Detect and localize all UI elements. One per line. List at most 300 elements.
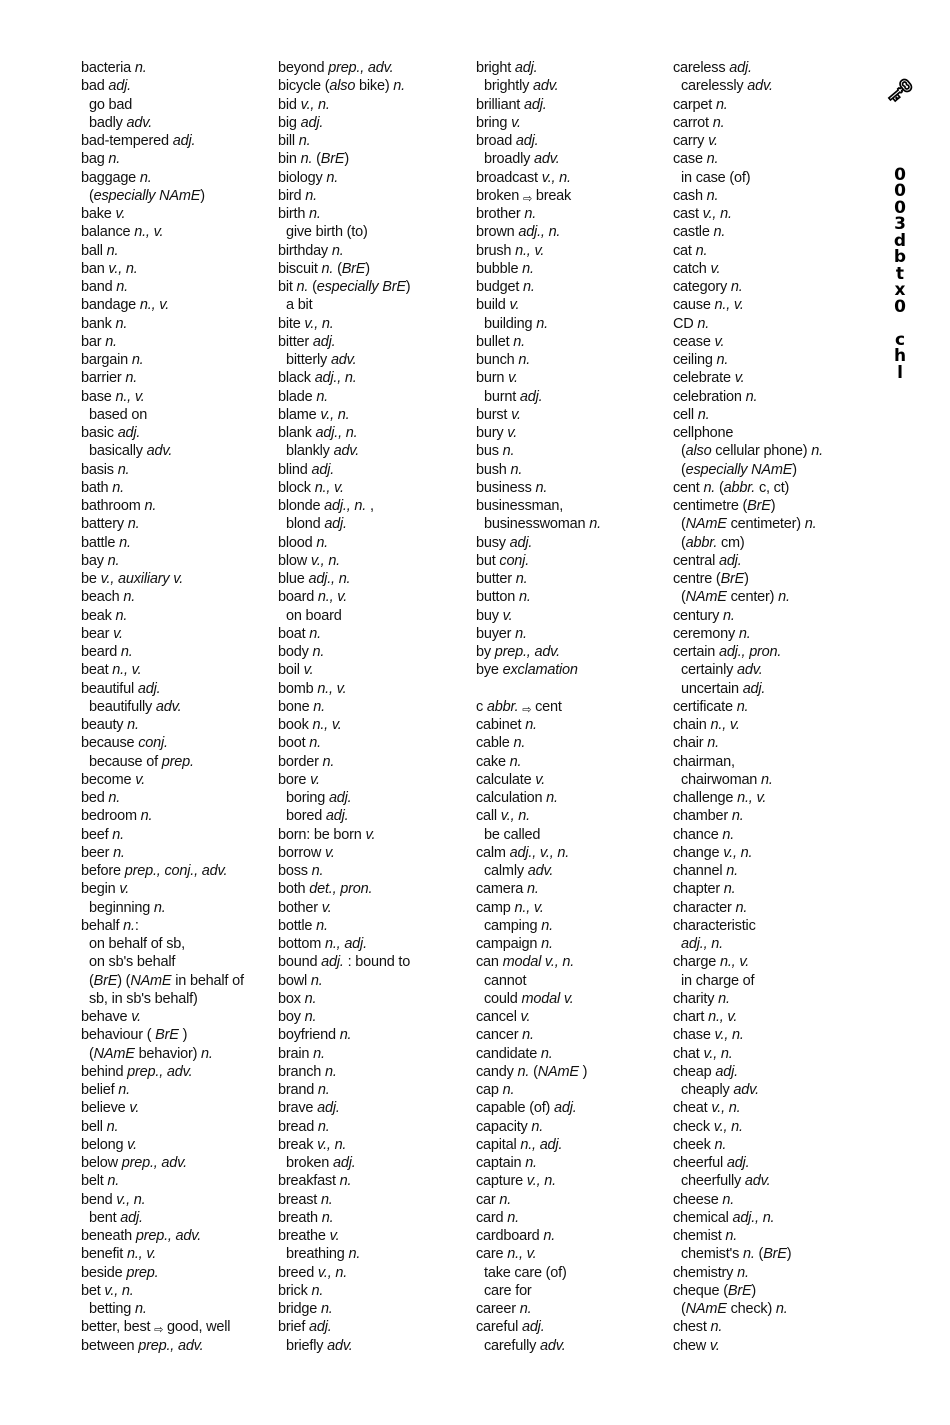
- dictionary-entry: (NAmE check) n.: [681, 1301, 788, 1317]
- dictionary-entry: a bit: [286, 297, 313, 314]
- dictionary-entry: channel n.: [673, 863, 738, 879]
- dictionary-entry: branch n.: [278, 1063, 337, 1080]
- dictionary-entry: briefly adv.: [286, 1337, 353, 1354]
- dictionary-entry: breath n.: [278, 1209, 334, 1226]
- dictionary-entry: brown adj., n.: [476, 224, 561, 241]
- dictionary-entry: benefit n., v.: [81, 1246, 157, 1263]
- dictionary-entry: car n.: [476, 1191, 512, 1208]
- dictionary-entry: chapter n.: [673, 881, 736, 898]
- thumb-index-letter: b: [893, 247, 907, 267]
- dictionary-entry: calm adj., v., n.: [476, 844, 570, 861]
- dictionary-entry: carelessly adv.: [681, 78, 773, 95]
- dictionary-entry: carefully adv.: [484, 1337, 566, 1354]
- dictionary-entry: adj., n.: [681, 936, 723, 952]
- dictionary-entry: certain adj., pron.: [673, 644, 782, 660]
- dictionary-entry: block n., v.: [278, 479, 344, 496]
- dictionary-entry: businessman,: [476, 498, 564, 514]
- dictionary-entry: basic adj.: [81, 425, 141, 441]
- cross-reference-arrow-icon: ⇨: [522, 703, 532, 716]
- dictionary-entry: beef n.: [81, 826, 124, 843]
- dictionary-entry: broken ⇨ break: [476, 187, 666, 205]
- thumb-index-letter: 0: [894, 296, 906, 317]
- dictionary-entry: cheat v., n.: [673, 1100, 741, 1117]
- dictionary-entry: boil v.: [278, 662, 314, 679]
- thumb-index-letter: l: [897, 362, 903, 383]
- dictionary-entry: bomb n., v.: [278, 680, 347, 697]
- dictionary-entry: chart n., v.: [673, 1009, 738, 1025]
- dictionary-entry: on behalf of sb,: [89, 936, 185, 952]
- dictionary-entry: bandage n., v.: [81, 297, 170, 314]
- dictionary-entry: boat n.: [278, 625, 321, 642]
- dictionary-entry: on board: [286, 607, 342, 624]
- dictionary-entry: bid v., n.: [278, 96, 330, 113]
- dictionary-entry: bridge n.: [278, 1301, 333, 1317]
- dictionary-entry: baggage n.: [81, 169, 152, 186]
- dictionary-entry: chemistry n.: [673, 1264, 749, 1281]
- dictionary-entry: catch v.: [673, 260, 721, 277]
- dictionary-entry: bend v., n.: [81, 1191, 146, 1208]
- dictionary-entry: barrier n.: [81, 370, 138, 387]
- dictionary-entry: centre (BrE): [673, 571, 749, 587]
- dictionary-entry: bad adj.: [81, 78, 132, 95]
- dictionary-entry: take care (of): [484, 1264, 567, 1281]
- dictionary-entry: bus n.: [476, 443, 515, 460]
- dictionary-entry: breast n.: [278, 1191, 333, 1208]
- dictionary-entry: certainly adv.: [681, 662, 763, 679]
- dictionary-entry: bubble n.: [476, 260, 534, 277]
- dictionary-entry: cat n.: [673, 242, 708, 259]
- dictionary-entry: cable n.: [476, 735, 526, 752]
- dictionary-entry: believe v.: [81, 1100, 140, 1117]
- word-column-1: [81, 59, 271, 1355]
- dictionary-entry: breed v., n.: [278, 1264, 348, 1281]
- dictionary-entry: category n.: [673, 279, 743, 295]
- dictionary-entry: cheap adj.: [673, 1063, 738, 1080]
- dictionary-entry: cell n.: [673, 406, 710, 423]
- dictionary-entry: ceremony n.: [673, 625, 751, 642]
- dictionary-entry: brightly adv.: [484, 78, 559, 95]
- dictionary-entry: board n., v.: [278, 589, 348, 606]
- thumb-index-tab: [886, 79, 914, 383]
- dictionary-entry: calculation n.: [476, 790, 558, 806]
- dictionary-entry: charge n., v.: [673, 954, 750, 971]
- dictionary-entry: (especially NAmE): [681, 461, 797, 478]
- dictionary-entry: both det., pron.: [278, 881, 373, 898]
- dictionary-entry: born: be born v.: [278, 826, 376, 843]
- dictionary-entry: black adj., n.: [278, 370, 357, 387]
- dictionary-entry: badly adv.: [89, 114, 153, 131]
- dictionary-entry: bay n.: [81, 552, 120, 569]
- dictionary-entry: brother n.: [476, 206, 537, 222]
- dictionary-entry: behaviour ( BrE ): [81, 1027, 188, 1044]
- dictionary-entry: burnt adj.: [484, 388, 543, 405]
- dictionary-entry: breathe v.: [278, 1228, 340, 1244]
- dictionary-entry: because conj.: [81, 735, 168, 752]
- dictionary-entry: broadly adv.: [484, 151, 560, 168]
- dictionary-entry: breakfast n.: [278, 1173, 352, 1190]
- dictionary-entry: button n.: [476, 589, 531, 606]
- dictionary-entry: betting n.: [89, 1301, 147, 1317]
- dictionary-entry: battle n.: [81, 534, 131, 551]
- dictionary-entry: bye exclamation: [476, 662, 578, 679]
- dictionary-entry: bathroom n.: [81, 498, 157, 514]
- dictionary-entry: ball n.: [81, 242, 119, 259]
- dictionary-entry: bicycle (also bike) n.: [278, 78, 405, 95]
- dictionary-entry: blankly adv.: [286, 443, 360, 460]
- thumb-index-letter: 3: [894, 214, 906, 234]
- dictionary-entry: ban v., n.: [81, 260, 138, 277]
- dictionary-entry: cabinet n.: [476, 717, 537, 733]
- dictionary-entry: blind adj.: [278, 461, 335, 478]
- dictionary-entry: become v.: [81, 771, 146, 788]
- dictionary-entry: blow v., n.: [278, 552, 341, 569]
- dictionary-entry: chance n.: [673, 826, 735, 843]
- dictionary-entry: capital n., adj.: [476, 1136, 563, 1153]
- dictionary-entry: bullet n.: [476, 333, 525, 350]
- dictionary-entry: basically adv.: [89, 443, 173, 460]
- dictionary-entry: broad adj.: [476, 133, 539, 149]
- dictionary-entry: book n., v.: [278, 717, 342, 733]
- dictionary-entry: brave adj.: [278, 1100, 340, 1117]
- dictionary-entry: better, best ⇨ good, well: [81, 1318, 271, 1336]
- dictionary-entry: borrow v.: [278, 844, 335, 861]
- dictionary-entry: cellphone: [673, 425, 734, 441]
- dictionary-entry: bear v.: [81, 625, 123, 642]
- dictionary-entry: cheerful adj.: [673, 1155, 750, 1171]
- thumb-index-letter: h: [893, 346, 907, 366]
- dictionary-entry: careless adj.: [673, 60, 752, 76]
- dictionary-entry: (abbr. cm): [681, 534, 745, 551]
- dictionary-entry: cash n.: [673, 187, 719, 204]
- dictionary-entry: cannot: [484, 972, 527, 989]
- dictionary-entry: but conj.: [476, 552, 530, 569]
- thumb-index-letter: t: [895, 263, 905, 284]
- dictionary-entry: behave v.: [81, 1009, 142, 1025]
- dictionary-entry: birthday n.: [278, 242, 344, 259]
- dictionary-entry: bargain n.: [81, 352, 144, 368]
- dictionary-entry: cause n., v.: [673, 297, 744, 314]
- dictionary-entry: bore v.: [278, 771, 320, 788]
- dictionary-entry: cent n. (abbr. c, ct): [673, 479, 790, 496]
- dictionary-entry: bird n.: [278, 187, 317, 204]
- dictionary-entry: butter n.: [476, 571, 528, 587]
- dictionary-entry: calmly adv.: [484, 863, 554, 879]
- dictionary-entry: (NAmE centimeter) n.: [681, 516, 817, 533]
- dictionary-entry: bet v., n.: [81, 1282, 134, 1299]
- dictionary-entry: century n.: [673, 607, 735, 624]
- dictionary-entry: bunch n.: [476, 352, 531, 368]
- dictionary-entry: balance n., v.: [81, 224, 164, 241]
- dictionary-entry: (BrE) (NAmE in behalf of: [89, 972, 244, 989]
- dictionary-entry: beach n.: [81, 589, 136, 606]
- dictionary-entry: beside prep.: [81, 1264, 159, 1281]
- dictionary-entry: below prep., adv.: [81, 1155, 187, 1171]
- dictionary-entry: beak n.: [81, 607, 128, 624]
- dictionary-entry: cancel v.: [476, 1009, 531, 1025]
- dictionary-entry: could modal v.: [484, 990, 574, 1007]
- dictionary-entry: bright adj.: [476, 60, 538, 76]
- dictionary-entry: bit n. (especially BrE): [278, 279, 411, 295]
- dictionary-entry: bitter adj.: [278, 333, 336, 350]
- dictionary-entry: budget n.: [476, 279, 535, 295]
- dictionary-entry: boyfriend n.: [278, 1027, 352, 1044]
- dictionary-entry: break v., n.: [278, 1136, 347, 1153]
- dictionary-entry: cake n.: [476, 753, 522, 770]
- dictionary-entry: bin n. (BrE): [278, 151, 349, 168]
- dictionary-entry: beauty n.: [81, 717, 139, 733]
- dictionary-entry: cheerfully adv.: [681, 1173, 771, 1190]
- dictionary-entry: basis n.: [81, 461, 130, 478]
- dictionary-entry: brush n., v.: [476, 242, 545, 259]
- dictionary-entry: brief adj.: [278, 1319, 332, 1336]
- dictionary-entry: brilliant adj.: [476, 96, 547, 113]
- dictionary-entry: battery n.: [81, 516, 140, 533]
- dictionary-entry: belt n.: [81, 1173, 120, 1190]
- word-column-2: [278, 59, 468, 1355]
- dictionary-entry: bush n.: [476, 461, 523, 478]
- dictionary-entry: buy v.: [476, 607, 513, 624]
- dictionary-entry: blade n.: [278, 388, 329, 405]
- dictionary-entry: camera n.: [476, 881, 539, 898]
- dictionary-entry: ceiling n.: [673, 352, 729, 368]
- dictionary-entry: celebration n.: [673, 388, 758, 405]
- dictionary-entry: cheese n.: [673, 1191, 735, 1208]
- dictionary-entry: bank n.: [81, 315, 128, 332]
- dictionary-entry: chew v.: [673, 1337, 720, 1354]
- dictionary-entry: between prep., adv.: [81, 1337, 204, 1354]
- dictionary-entry: buyer n.: [476, 625, 527, 642]
- dictionary-entry: cheek n.: [673, 1136, 727, 1153]
- thumb-index-letter: c: [894, 329, 906, 350]
- dictionary-entry: blank adj., n.: [278, 425, 358, 441]
- dictionary-entry: beneath prep., adv.: [81, 1228, 202, 1244]
- dictionary-entry: camp n., v.: [476, 899, 544, 916]
- thumb-index-letter: 0: [894, 197, 906, 218]
- dictionary-entry: bound adj. : bound to: [278, 954, 411, 971]
- dictionary-entry: birth n.: [278, 206, 321, 222]
- dictionary-entry: brand n.: [278, 1082, 330, 1098]
- dictionary-entry: bath n.: [81, 479, 124, 496]
- dictionary-entry: go bad: [89, 96, 133, 113]
- thumb-index-letter: 0: [894, 181, 906, 201]
- dictionary-entry: blame v., n.: [278, 406, 350, 423]
- dictionary-entry: biscuit n. (BrE): [278, 260, 370, 277]
- dictionary-entry: bottom n., adj.: [278, 936, 367, 952]
- dictionary-entry: in case (of): [681, 169, 751, 186]
- dictionary-entry: brick n.: [278, 1282, 324, 1299]
- dictionary-entry: beginning n.: [89, 899, 166, 916]
- dictionary-entry: captain n.: [476, 1155, 537, 1171]
- dictionary-entry: chain n., v.: [673, 717, 740, 733]
- dictionary-entry: cap n.: [476, 1082, 515, 1098]
- dictionary-entry: chamber n.: [673, 808, 744, 825]
- word-column-4: [673, 59, 863, 1355]
- dictionary-entry: boy n.: [278, 1009, 317, 1025]
- dictionary-entry: c abbr. ⇨ cent: [476, 698, 666, 716]
- dictionary-entry: characteristic: [673, 917, 756, 934]
- dictionary-entry: be called: [484, 826, 541, 843]
- dictionary-entry: bite v., n.: [278, 315, 334, 332]
- dictionary-entry: carry v.: [673, 133, 718, 149]
- dictionary-entry: calculate v.: [476, 771, 546, 788]
- dictionary-entry: bacteria n.: [81, 60, 147, 76]
- dictionary-entry: (NAmE center) n.: [681, 589, 790, 606]
- dictionary-entry: broken adj.: [286, 1155, 356, 1171]
- dictionary-entry: on sb's behalf: [89, 954, 176, 971]
- dictionary-entry: bring v.: [476, 114, 521, 131]
- dictionary-entry: by prep., adv.: [476, 644, 560, 660]
- dictionary-entry: beautiful adj.: [81, 680, 161, 697]
- dictionary-entry: bottle n.: [278, 917, 328, 934]
- dictionary-entry: blond adj.: [286, 516, 347, 533]
- dictionary-entry: bother v.: [278, 899, 332, 916]
- dictionary-entry: broadcast v., n.: [476, 169, 571, 186]
- dictionary-entry: boot n.: [278, 735, 321, 752]
- dictionary-entry: businesswoman n.: [484, 516, 601, 533]
- dictionary-entry: care for: [484, 1282, 532, 1299]
- cross-reference-arrow-icon: ⇨: [522, 192, 532, 205]
- dictionary-entry: bored adj.: [286, 808, 349, 825]
- dictionary-entry: give birth (to): [286, 224, 368, 241]
- dictionary-entry: case n.: [673, 151, 719, 168]
- dictionary-entry: boring adj.: [286, 790, 352, 806]
- dictionary-entry: cardboard n.: [476, 1228, 556, 1244]
- dictionary-entry: change v., n.: [673, 844, 753, 861]
- dictionary-entry: breathing n.: [286, 1246, 361, 1263]
- dictionary-entry: base n., v.: [81, 388, 145, 405]
- dictionary-entry: bad-tempered adj.: [81, 133, 196, 149]
- dictionary-entry: capacity n.: [476, 1118, 544, 1135]
- dictionary-entry: body n.: [278, 644, 325, 660]
- dictionary-entry: bent adj.: [89, 1209, 143, 1226]
- dictionary-entry: CD n.: [673, 315, 710, 332]
- dictionary-entry: bowl n.: [278, 972, 323, 989]
- thumb-index-letter: x: [894, 280, 906, 300]
- dictionary-entry: biology n.: [278, 169, 339, 186]
- dictionary-entry: care n., v.: [476, 1246, 537, 1263]
- dictionary-entry: based on: [89, 406, 148, 423]
- dictionary-entry: burst v.: [476, 406, 521, 423]
- dictionary-entry: candidate n.: [476, 1045, 553, 1062]
- dictionary-entry: chase v., n.: [673, 1027, 744, 1044]
- dictionary-entry: cancer n.: [476, 1027, 534, 1044]
- thumb-index-letter: 0: [894, 164, 906, 185]
- dictionary-entry: bed n.: [81, 790, 121, 806]
- dictionary-entry: blue adj., n.: [278, 571, 351, 587]
- dictionary-entry: check v., n.: [673, 1118, 743, 1135]
- dictionary-entry: sb, in sb's behalf): [89, 990, 198, 1007]
- dictionary-entry: camping n.: [484, 917, 553, 934]
- dictionary-entry: bread n.: [278, 1118, 330, 1135]
- dictionary-entry: blood n.: [278, 534, 329, 551]
- word-column-3: [476, 59, 666, 1355]
- dictionary-entry: can modal v., n.: [476, 954, 575, 971]
- thumb-index-letter: d: [893, 230, 907, 251]
- dictionary-entry: bake v.: [81, 206, 126, 222]
- dictionary-entry: centimetre (BrE): [673, 498, 776, 514]
- dictionary-entry: campaign n.: [476, 936, 553, 952]
- dictionary-entry: brain n.: [278, 1045, 325, 1062]
- dictionary-entry: beer n.: [81, 844, 125, 861]
- dictionary-entry: card n.: [476, 1209, 519, 1226]
- dictionary-entry: bag n.: [81, 151, 121, 168]
- dictionary-entry: busy adj.: [476, 534, 533, 551]
- dictionary-entry: cease v.: [673, 333, 725, 350]
- dictionary-entry: bitterly adv.: [286, 352, 357, 368]
- key-icon: 🗝︎: [886, 79, 914, 104]
- dictionary-entry: bone n.: [278, 698, 325, 715]
- dictionary-entry: castle n.: [673, 224, 726, 241]
- dictionary-entry: chat v., n.: [673, 1045, 733, 1062]
- dictionary-entry: carpet n.: [673, 96, 728, 113]
- dictionary-entry: (especially NAmE): [89, 187, 205, 204]
- dictionary-entry: carrot n.: [673, 114, 725, 131]
- dictionary-entry: capable (of) adj.: [476, 1100, 577, 1117]
- dictionary-entry: bury v.: [476, 425, 518, 441]
- dictionary-entry: behalf n.:: [81, 917, 139, 934]
- dictionary-entry: capture v., n.: [476, 1173, 556, 1190]
- dictionary-entry: building n.: [484, 315, 548, 332]
- dictionary-entry: boss n.: [278, 863, 324, 879]
- dictionary-entry: in charge of: [681, 972, 755, 989]
- dictionary-entry: beautifully adv.: [89, 698, 182, 715]
- dictionary-entry: beat n., v.: [81, 662, 142, 679]
- dictionary-entry: uncertain adj.: [681, 680, 766, 697]
- dictionary-entry: chemical adj., n.: [673, 1209, 775, 1226]
- dictionary-entry: [476, 680, 666, 698]
- dictionary-entry: behind prep., adv.: [81, 1063, 193, 1080]
- dictionary-entry: belong v.: [81, 1136, 137, 1153]
- dictionary-entry: character n.: [673, 899, 748, 916]
- dictionary-entry: cheque (BrE): [673, 1282, 757, 1299]
- dictionary-entry: before prep., conj., adv.: [81, 863, 228, 879]
- dictionary-entry: careful adj.: [476, 1319, 545, 1336]
- dictionary-entry: charity n.: [673, 990, 730, 1007]
- dictionary-entry: career n.: [476, 1301, 532, 1317]
- dictionary-entry: (also cellular phone) n.: [681, 443, 823, 460]
- dictionary-entry: cheaply adv.: [681, 1082, 759, 1098]
- dictionary-entry: build v.: [476, 297, 520, 314]
- dictionary-entry: blonde adj., n. ,: [278, 498, 374, 514]
- dictionary-entry: central adj.: [673, 552, 742, 569]
- dictionary-entry: chairman,: [673, 753, 735, 770]
- dictionary-entry: begin v.: [81, 881, 130, 898]
- dictionary-entry: big adj.: [278, 114, 324, 131]
- dictionary-entry: box n.: [278, 990, 317, 1007]
- dictionary-entry: business n.: [476, 479, 548, 496]
- dictionary-entry: border n.: [278, 753, 335, 770]
- dictionary-entry: band n.: [81, 279, 128, 295]
- dictionary-entry: chairwoman n.: [681, 771, 773, 788]
- dictionary-entry: be v., auxiliary v.: [81, 571, 184, 587]
- dictionary-entry: chair n.: [673, 735, 719, 752]
- dictionary-entry: bedroom n.: [81, 808, 153, 825]
- dictionary-entry: bell n.: [81, 1118, 119, 1135]
- dictionary-entry: certificate n.: [673, 698, 749, 715]
- dictionary-entry: beyond prep., adv.: [278, 60, 394, 76]
- dictionary-entry: candy n. (NAmE ): [476, 1063, 588, 1080]
- dictionary-entry: belief n.: [81, 1082, 130, 1098]
- dictionary-entry: cast v., n.: [673, 206, 732, 222]
- dictionary-entry: (NAmE behavior) n.: [89, 1045, 213, 1062]
- dictionary-entry: celebrate v.: [673, 370, 745, 387]
- dictionary-entry: bar n.: [81, 333, 117, 350]
- dictionary-entry: bill n.: [278, 133, 311, 149]
- dictionary-entry: challenge n., v.: [673, 790, 767, 806]
- cross-reference-arrow-icon: ⇨: [154, 1324, 164, 1337]
- dictionary-entry: chest n.: [673, 1319, 723, 1336]
- dictionary-entry: chemist's n. (BrE): [681, 1246, 792, 1263]
